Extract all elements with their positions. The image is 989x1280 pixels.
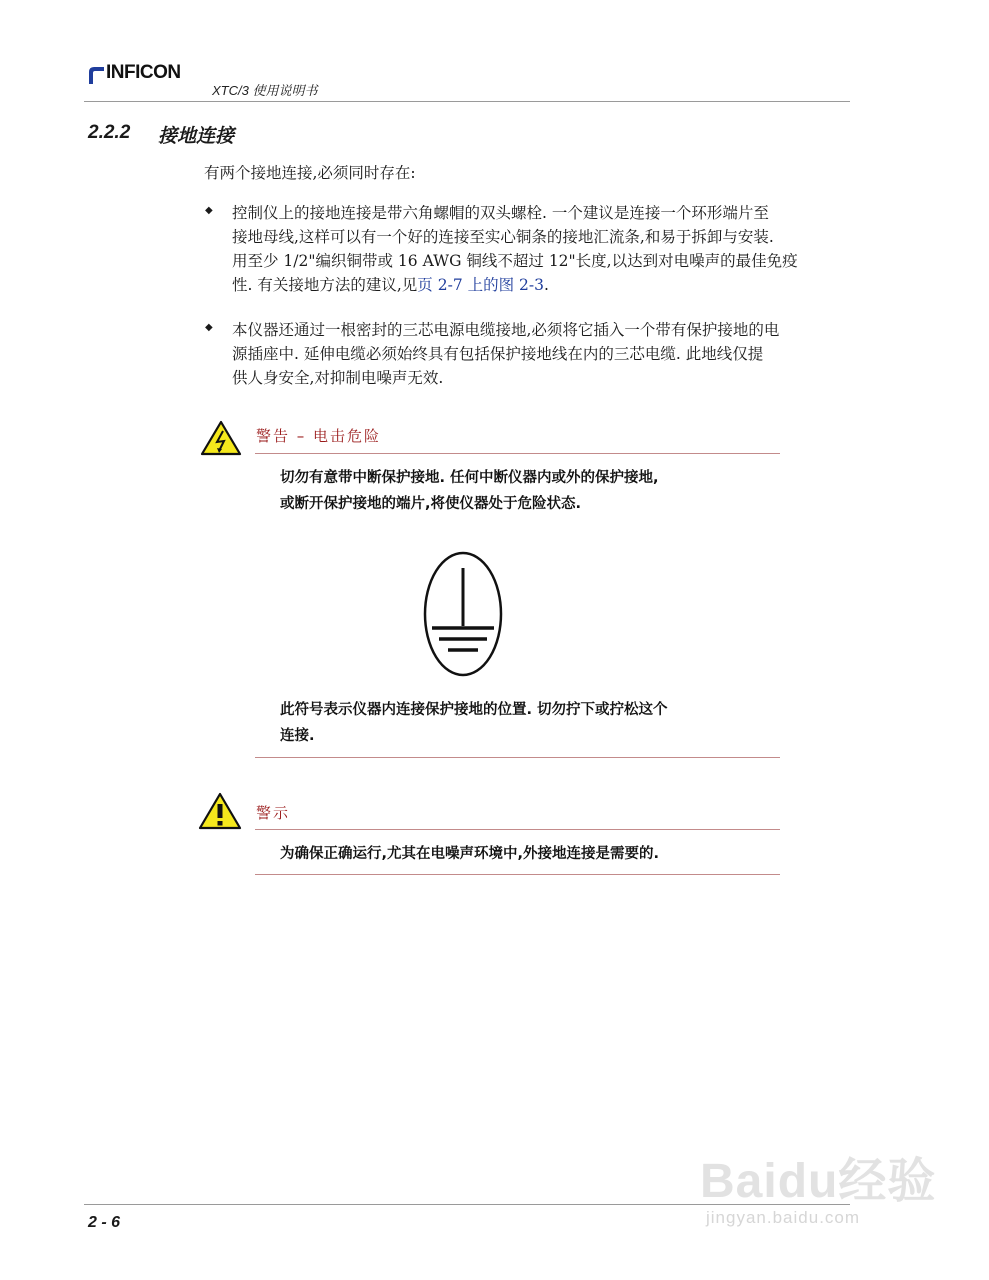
figure-cross-reference-link[interactable]: 页 2-7 上的图 2-3 [417, 276, 544, 294]
section-title: 接地连接 [158, 125, 235, 147]
text-line: 切勿有意带中断保护接地. 任何中断仪器内或外的保护接地, [280, 470, 659, 486]
inficon-logo [86, 62, 206, 86]
text-line: 本仪器还通过一根密封的三芯电源电缆接地,必须将它插入一个带有保护接地的电 [232, 321, 780, 339]
text-line [232, 273, 872, 297]
text-line-end: . [544, 276, 549, 294]
intro-paragraph: 有两个接地连接,必须同时存在: [204, 164, 416, 182]
text-line: 供人身安全,对抑制电噪声无效. [232, 369, 444, 387]
bullet-text-1 [232, 201, 872, 297]
text-line: 连接. [280, 728, 315, 744]
exclamation-warning-icon [198, 792, 242, 830]
watermark-url: jingyan.baidu.com [706, 1208, 861, 1227]
bullet-marker: ◆ [205, 205, 213, 216]
document-title: XTC/3 使用说明书 [212, 83, 318, 98]
baidu-watermark [700, 1130, 940, 1240]
protective-earth-icon [422, 550, 504, 678]
text-line: 此符号表示仪器内连接保护接地的位置. 切勿拧下或拧松这个 [280, 702, 668, 718]
header-divider [84, 101, 850, 102]
symbol-description [280, 697, 770, 749]
warning-top-rule [255, 453, 780, 454]
caution-title: 警示 [256, 804, 291, 822]
bullet-marker: ◆ [205, 322, 213, 333]
logo-mark-icon [86, 64, 104, 84]
text-line-start: 性. 有关接地方法的建议,见 [232, 276, 418, 294]
text-line: 控制仪上的接地连接是带六角螺帽的双头螺栓. 一个建议是连接一个环形端片至 [232, 204, 769, 222]
text-line: 或断开保护接地的端片,将使仪器处于危险状态. [280, 496, 582, 512]
high-voltage-warning-icon [200, 420, 242, 456]
text-line: 接地母线,这样可以有一个好的连接至实心铜条的接地汇流条,和易于拆卸与安装. [232, 228, 774, 246]
warning-bottom-rule [255, 757, 780, 758]
warning-title: 警告 – 电击危险 [256, 427, 382, 445]
bullet-text-2 [232, 318, 872, 390]
watermark-text: Baidu经验 [700, 1155, 937, 1208]
caution-bottom-rule [255, 874, 780, 875]
logo-text: INFICON [106, 62, 181, 83]
section-number: 2.2.2 [88, 122, 131, 143]
warning-text [280, 465, 770, 517]
text-line: 用至少 1/2"编织铜带或 16 AWG 铜线不超过 12"长度,以达到对电噪声的最佳免疫 [232, 252, 798, 270]
text-line: 源插座中. 延伸电缆必须始终具有包括保护接地线在内的三芯电缆. 此地线仅提 [232, 345, 764, 363]
caution-text: 为确保正确运行,尤其在电噪声环境中,外接地连接是需要的. [280, 846, 660, 862]
caution-top-rule [255, 829, 780, 830]
page-number: 2 - 6 [88, 1214, 121, 1231]
